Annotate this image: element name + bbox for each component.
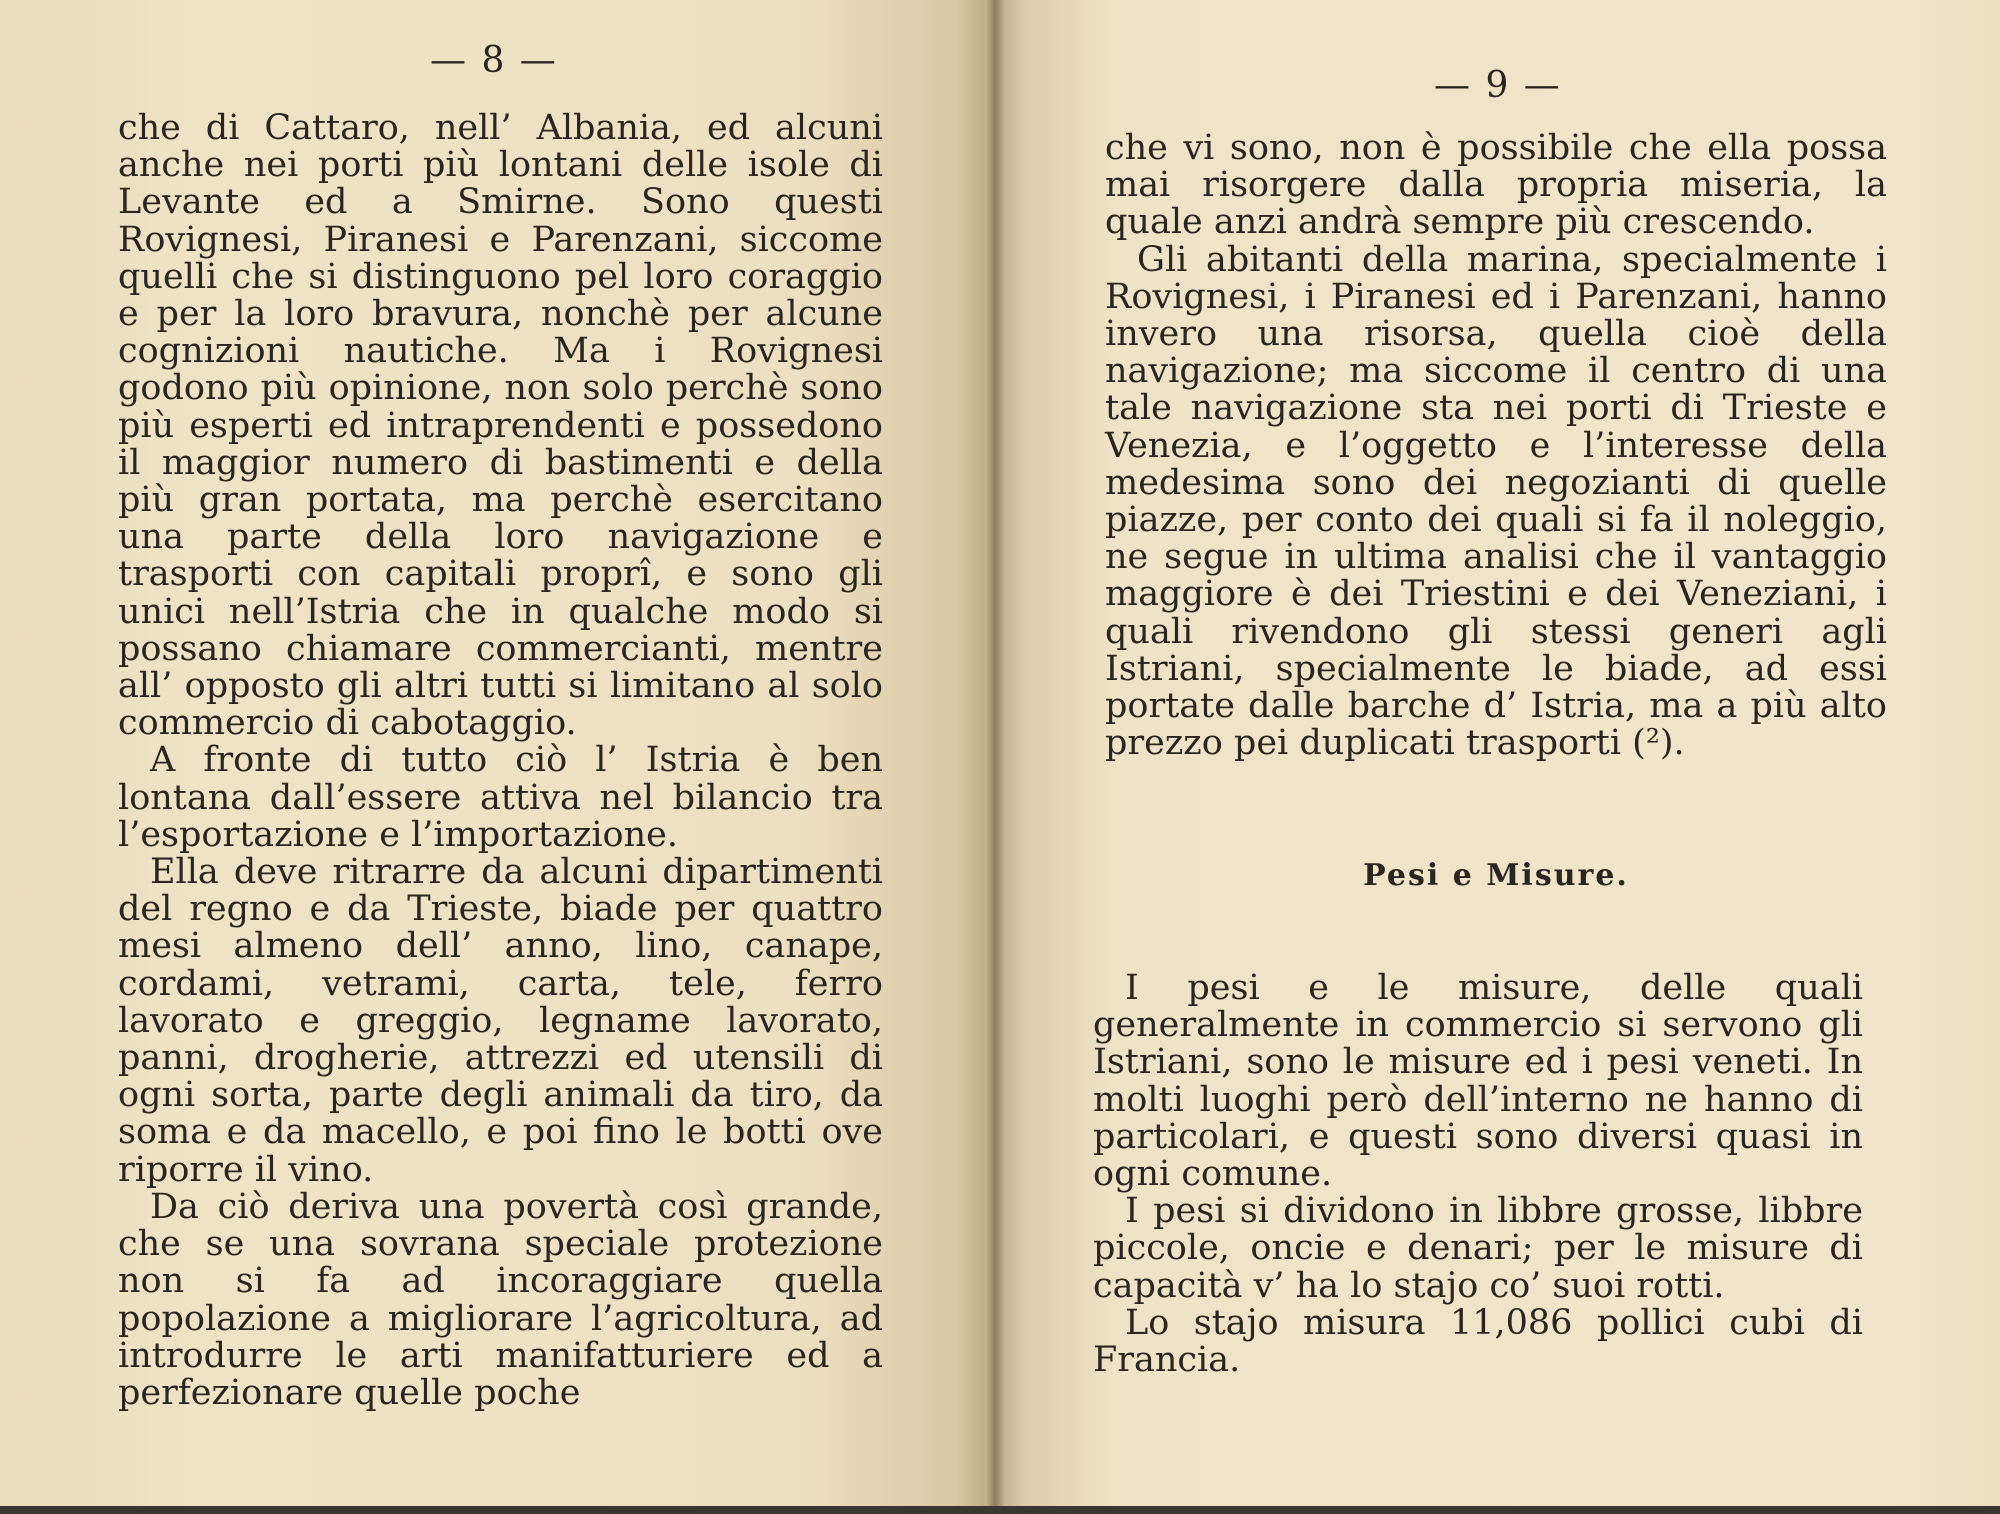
right-page-text-bottom: [1093, 970, 1863, 1379]
paragraph: Lo stajo misura 11,086 pollici cubi di Francia.: [1093, 1302, 1863, 1381]
book-gutter: [985, 0, 1005, 1514]
page-number: — 9 —: [1434, 65, 1562, 106]
page-number: — 8 —: [430, 40, 558, 81]
left-page: [0, 0, 995, 1514]
paragraph: che di Cattaro, nell’ Albania, ed alcuni anche nei porti più lontani delle isole di Levante ed a Smirne. Sono questi Rovignesi, Piranesi e Parenzani, siccome quelli che si distinguono pel loro coraggio e per la loro bravura, nonchè per alcune cognizioni nautiche. Ma i Rovignesi godono più opinione, non solo perchè sono più esperti ed intraprendenti e possedono il maggior numero di bastimenti e della più gran portata, ma perchè esercitano una parte della loro navigazione e trasporti con capitali proprî, e sono gli unici nell’Istria che in qualche modo si possano chiamare commercianti, mentre all’ opposto gli altri tutti si limitano al solo commercio di cabotaggio.: [118, 108, 883, 744]
book-bottom-edge: [0, 1506, 2000, 1514]
paragraph: A fronte di tutto ciò l’ Istria è ben lontana dall’essere attiva nel bilancio tra l’esportazione e l’importazione.: [118, 740, 883, 855]
paragraph: Gli abitanti della marina, specialmente i Rovignesi, i Piranesi ed i Parenzani, hanno invero una risorsa, quella cioè della navigazione; ma siccome il centro di una tale navigazione sta nei porti di Trieste e Venezia, e l’oggetto e l’interesse della medesima sono dei negozianti di quelle piazze, per conto dei quali si fa il noleggio, ne segue in ultima analisi che il vantaggio maggiore è dei Triestini e dei Veneziani, i quali rivendono gli stessi generi agli Istriani, specialmente le biade, ad essi portate dalle barche d’ Istria, ma a più alto prezzo pei duplicati trasporti (²).: [1105, 239, 1887, 764]
left-page-text: [118, 110, 883, 1412]
paragraph: che vi sono, non è possibile che ella possa mai risorgere dalla propria miseria, la quale anzi andrà sempre più crescendo.: [1105, 128, 1887, 243]
paragraph: Ella deve ritrarre da alcuni dipartimenti del regno e da Trieste, biade per quattro mesi almeno dell’ anno, lino, canape, cordami, vetrami, carta, tele, ferro lavorato e greggio, legname lavorato, panni, drogherie, attrezzi ed utensili di ogni sorta, parte degli animali da tiro, da soma e da macello, e poi fino le botti ove riporre il vino.: [118, 852, 883, 1190]
right-page-text-top: [1105, 130, 1887, 762]
paragraph: I pesi e le misure, delle quali generalmente in commercio si servono gli Istriani, sono le misure ed i pesi veneti. In molti luoghi però dell’interno ne hanno di particolari, e questi sono diversi quasi in ogni comune.: [1093, 968, 1863, 1195]
section-heading: Pesi e Misure.: [1363, 858, 1629, 893]
paragraph: I pesi si dividono in libbre grosse, libbre piccole, oncie e denari; per le misure di capacità v’ ha lo stajo co’ suoi rotti.: [1093, 1191, 1863, 1306]
paragraph: Da ciò deriva una povertà così grande, che se una sovrana speciale protezione non si fa ad incoraggiare quella popolazione a migliorare l’agricoltura, ad introdurre le arti manifatturiere ed a perfezionare quelle poche: [118, 1186, 883, 1413]
